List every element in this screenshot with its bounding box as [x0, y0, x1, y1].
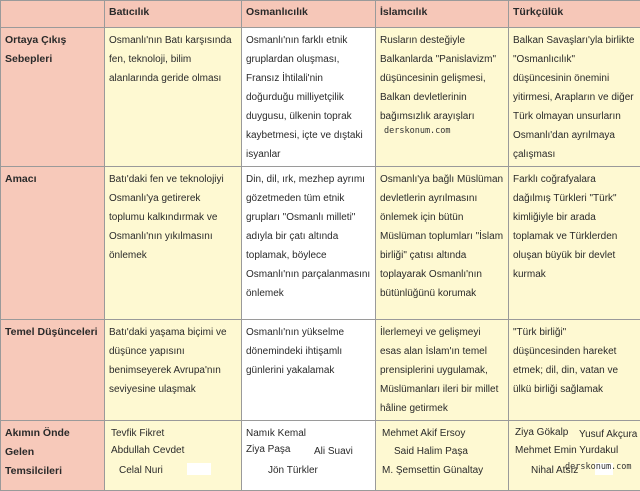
cell-causes-baticilik: Osmanlı'nın Batı karşısında fen, teknoloji, bilim alanlarında geride olması — [105, 28, 242, 167]
row-label-representatives-line2: Temsilcileri — [5, 462, 100, 481]
row-label-representatives — [1, 421, 105, 491]
rep-name: Tevfik Fikret — [111, 424, 164, 443]
row-causes — [1, 28, 640, 167]
row-label-causes-line2: Sebepleri — [5, 50, 100, 69]
watermark-top: derskonum.com — [384, 126, 451, 136]
row-label-ideas: Temel Düşünceleri — [1, 320, 105, 421]
cell-reps-islamcilik — [376, 421, 509, 491]
cell-reps-osmanlicilik — [242, 421, 376, 491]
rep-name: Ziya Paşa — [246, 440, 290, 459]
cell-ideas-osmanlicilik: Osmanlı'nın yükselme dönemindeki ihtişamlı günlerini yakalamak — [242, 320, 376, 421]
row-label-causes-line1: Ortaya Çıkış — [5, 31, 100, 50]
header-osmanlicilik: Osmanlıcılık — [242, 1, 376, 28]
rep-name: Ziya Gökalp — [515, 423, 568, 442]
header-baticilik: Batıcılık — [105, 1, 242, 28]
cell-aim-islamcilik: Osmanlı'ya bağlı Müslüman devletlerin ayrılmasını önlemek için bütün Müslüman toplumları "İslam birliği" çatısı altında toplayarak Osmanlı'nın bütünlüğünü korumak — [376, 167, 509, 320]
rep-name: Abdullah Cevdet — [111, 441, 184, 460]
cell-ideas-islamcilik: İlerlemeyi ve gelişmeyi esas alan İslam'ın temel prensiplerini uygulamak, Müslümanları ileri bir millet hâline getirmek — [376, 320, 509, 421]
row-label-causes — [1, 28, 105, 167]
row-label-representatives-line1: Akımın Önde Gelen — [5, 424, 100, 462]
rep-name: Said Halim Paşa — [394, 442, 468, 461]
cell-ideas-turkculuk: "Türk birliği" düşüncesinden hareket etmek; dil, din, vatan ve ülkü birliği sağlamak — [509, 320, 640, 421]
cell-reps-baticilik — [105, 421, 242, 491]
header-corner — [1, 1, 105, 28]
blank-patch — [187, 463, 211, 475]
row-representatives — [1, 421, 640, 491]
rep-name: Nihal Atsız — [531, 461, 578, 480]
header-turkculuk: Türkçülük — [509, 1, 640, 28]
cell-causes-osmanlicilik: Osmanlı'nın farklı etnik gruplardan oluşması, Fransız İhtilali'nin doğurduğu milliyetçilik duygusu, ülkenin toprak kaybetmesi, içte ve dıştaki isyanlar — [242, 28, 376, 167]
rep-name: Mehmet Emin Yurdakul — [515, 441, 618, 460]
row-aim — [1, 167, 640, 320]
rep-name: Jön Türkler — [268, 461, 318, 480]
rep-name: Ali Suavi — [314, 442, 353, 461]
cell-causes-turkculuk: Balkan Savaşları'yla birlikte "Osmanlıcılık" düşüncesinin önemini yitirmesi, Arapların ve diğer Türk olmayan unsurların Osmanlı'dan ayrılmaya çalışması — [509, 28, 640, 167]
cell-reps-turkculuk — [509, 421, 640, 491]
row-ideas — [1, 320, 640, 421]
cell-aim-baticilik: Batı'daki fen ve teknolojiyi Osmanlı'ya getirerek toplumu kalkındırmak ve Osmanlı'nın yıkılmasını önlemek — [105, 167, 242, 320]
row-label-aim: Amacı — [1, 167, 105, 320]
cell-ideas-baticilik: Batı'daki yaşama biçimi ve düşünce yapısını benimseyerek Avrupa'nın seviyesine ulaşmak — [105, 320, 242, 421]
rep-name: Yusuf Akçura — [579, 425, 637, 444]
rep-name: M. Şemsettin Günaltay — [382, 461, 483, 480]
rep-name: Mehmet Akif Ersoy — [382, 424, 465, 443]
rep-name: Namık Kemal — [246, 424, 306, 443]
cell-aim-osmanlicilik: Din, dil, ırk, mezhep ayrımı gözetmeden tüm etnik grupları "Osmanlı milleti" adıyla bir çatı altında toplamak, böylece Osmanlı'nın parçalanmasını önlemek — [242, 167, 376, 320]
header-row — [1, 1, 640, 28]
cell-aim-turkculuk: Farklı coğrafyalara dağılmış Türkleri "Türk" kimliğiyle bir arada toplamak ve Türklerden oluşan büyük bir devlet kurmak — [509, 167, 640, 320]
cell-causes-islamcilik: Rusların desteğiyle Balkanlarda "Panislavizm" düşüncesinin gelişmesi, Balkan devletlerinin bağımsızlık arayışları — [376, 28, 509, 167]
rep-name: Celal Nuri — [119, 461, 163, 480]
watermark-bottom: derskonum.com — [565, 462, 632, 472]
header-islamcilik: İslamcılık — [376, 1, 509, 28]
